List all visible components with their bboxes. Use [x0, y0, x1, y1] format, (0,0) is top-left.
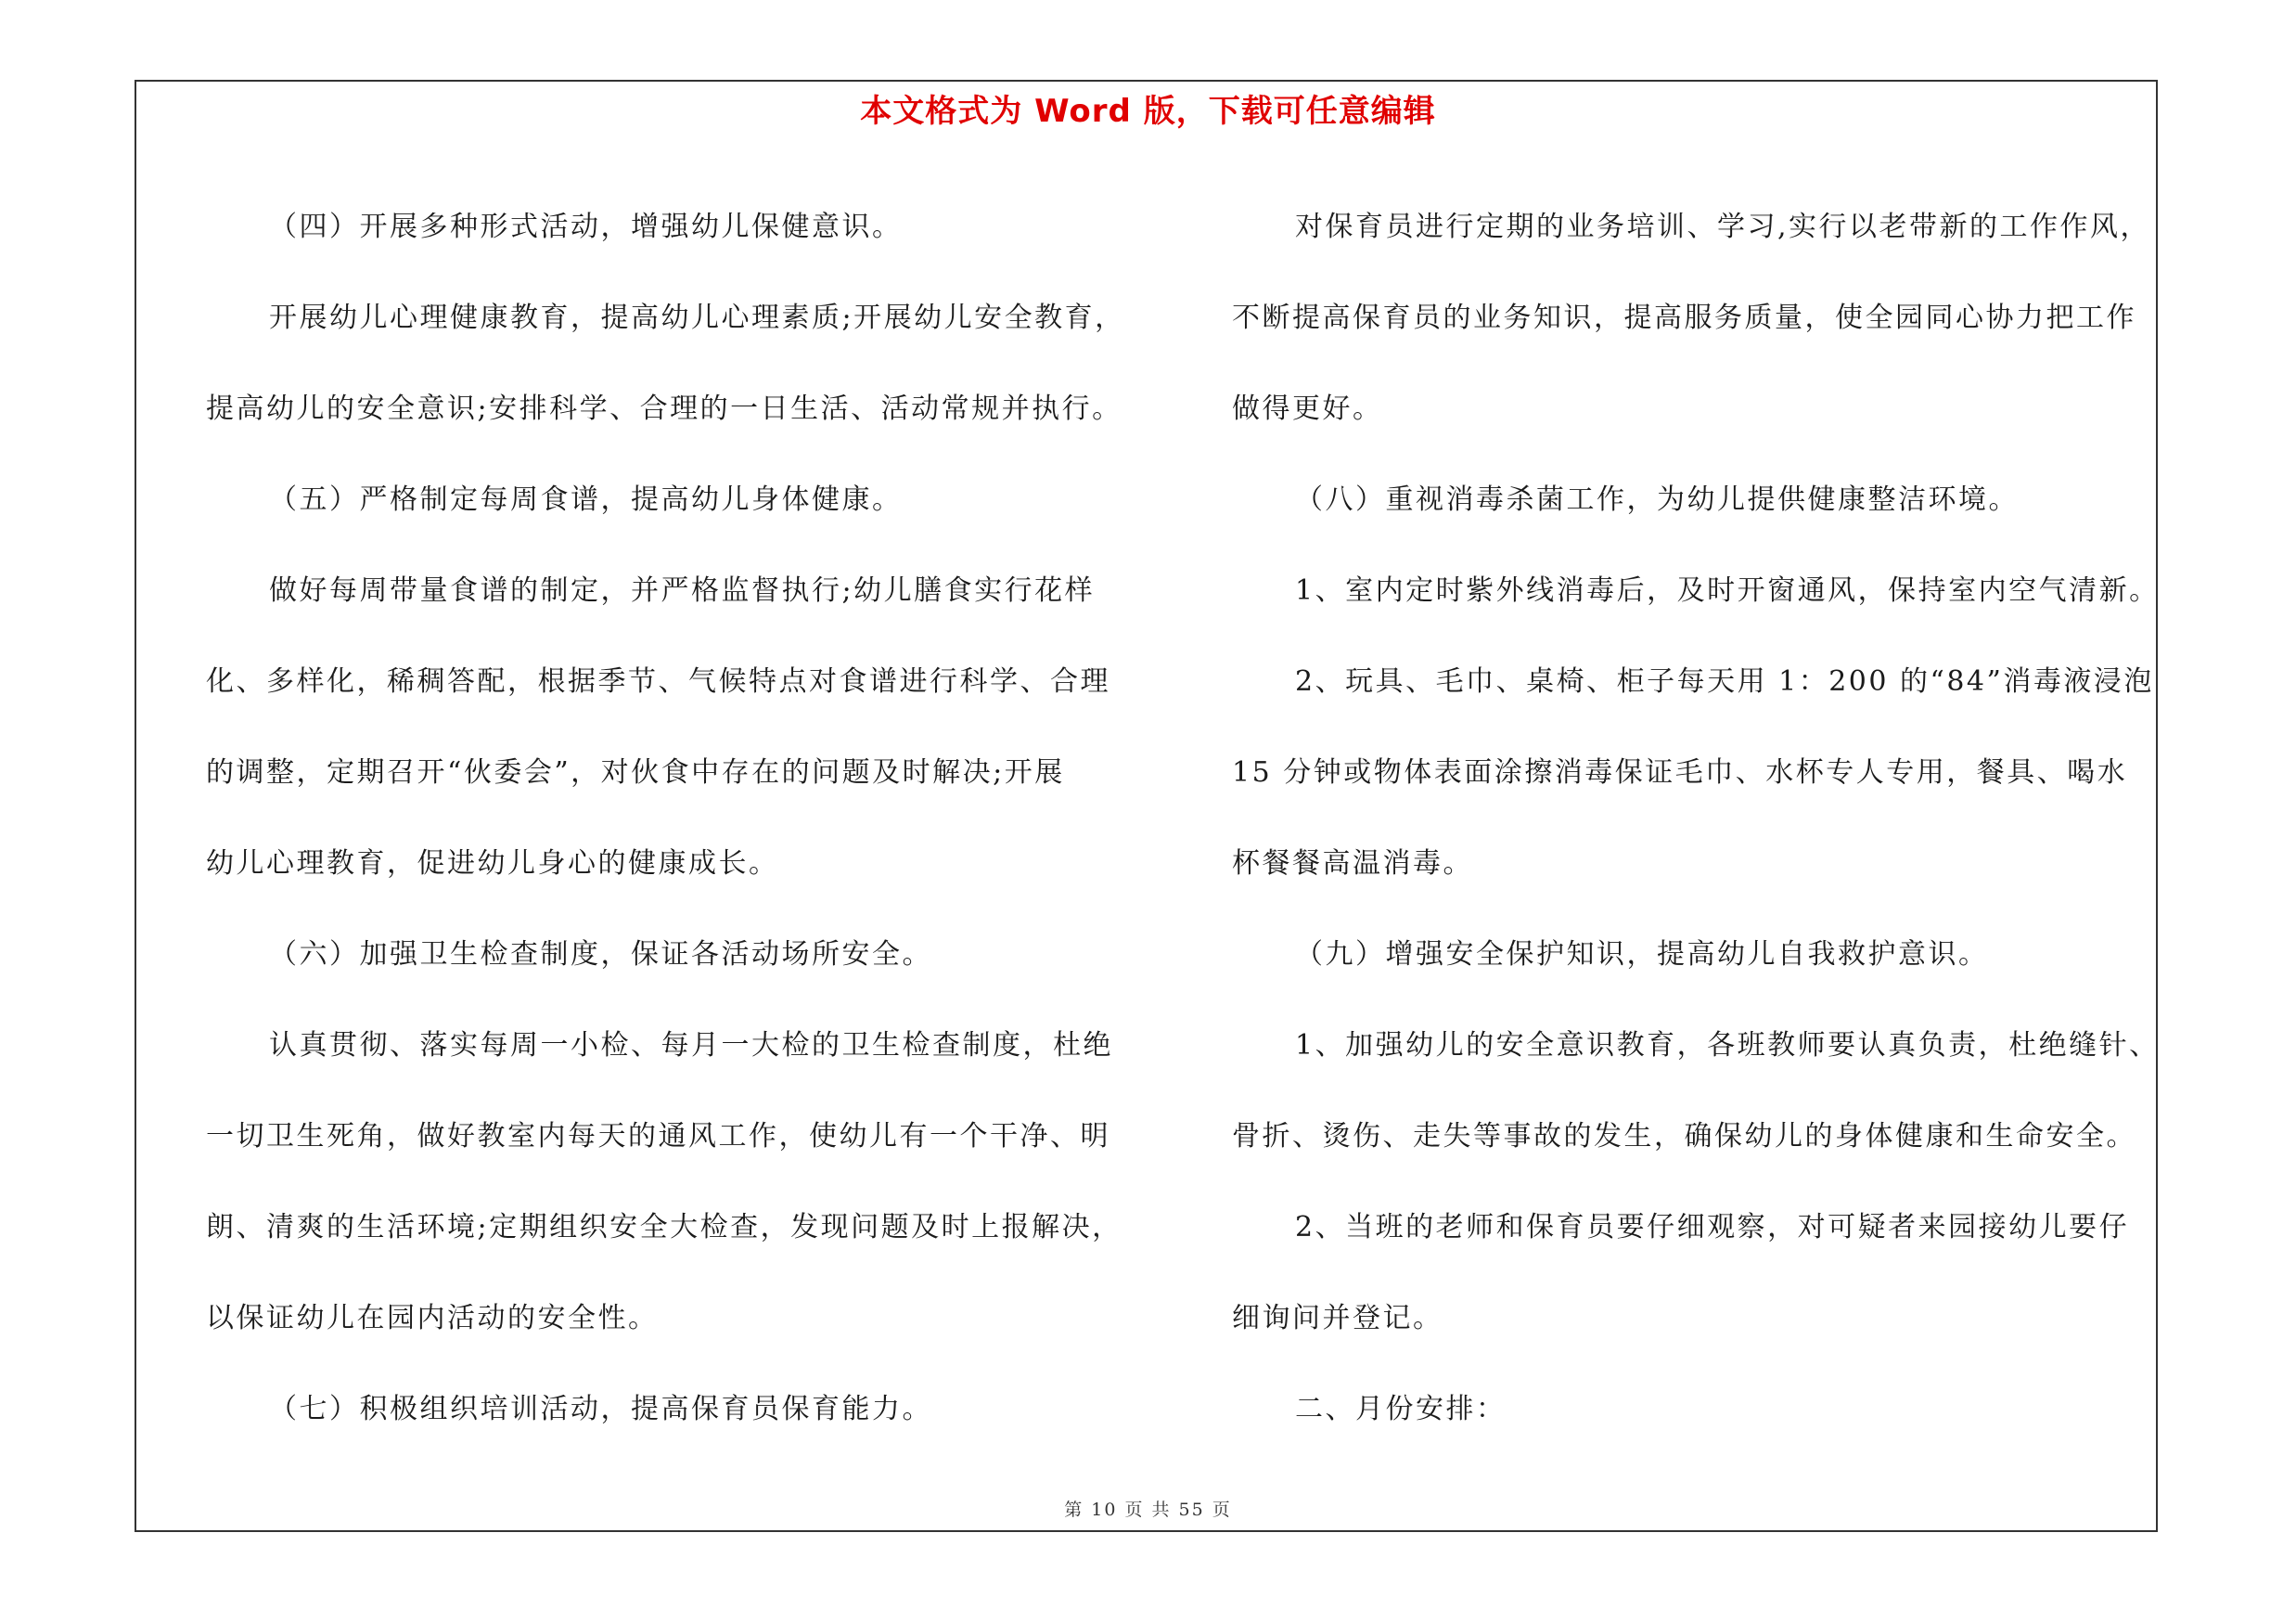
text-line: 2、当班的老师和保育员要仔细观察，对可疑者来园接幼儿要仔	[1295, 1211, 2130, 1243]
text-line: （四）开展多种形式活动，增强幼儿保健意识。	[269, 211, 903, 243]
text-line: 2、玩具、毛巾、桌椅、柜子每天用 1：200 的“84”消毒液浸泡	[1295, 665, 2154, 698]
text-line: （五）严格制定每周食谱，提高幼儿身体健康。	[269, 483, 903, 516]
page-number-footer: 第 10 页 共 55 页	[1064, 1500, 1232, 1520]
text-line: 朗、清爽的生活环境;定期组织安全大检查，发现问题及时上报解决，	[206, 1211, 1122, 1243]
text-line: （七）积极组织培训活动，提高保育员保育能力。	[269, 1393, 932, 1425]
document-header-title: 本文格式为 Word 版，下载可任意编辑	[860, 93, 1436, 130]
text-line: 做得更好。	[1232, 393, 1383, 425]
text-line: 骨折、烫伤、走失等事故的发生，确保幼儿的身体健康和生命安全。	[1232, 1120, 2136, 1153]
right-text-column	[1232, 182, 2160, 1455]
left-text-column	[206, 182, 1125, 1455]
text-line: 以保证幼儿在园内活动的安全性。	[206, 1302, 659, 1334]
text-line: 1、加强幼儿的安全意识教育，各班教师要认真负责，杜绝缝针、	[1295, 1029, 2160, 1062]
text-line: 1、室内定时紫外线消毒后，及时开窗通风，保持室内空气清新。	[1295, 574, 2160, 607]
text-line: 二、月份安排：	[1295, 1393, 1507, 1425]
text-line: （九）增强安全保护知识，提高幼儿自我救护意识。	[1295, 938, 1989, 971]
text-line: 对保育员进行定期的业务培训、学习,实行以老带新的工作作风，	[1295, 211, 2151, 243]
text-line: 认真贯彻、落实每周一小检、每月一大检的卫生检查制度，杜绝	[269, 1029, 1113, 1062]
text-line: 不断提高保育员的业务知识，提高服务质量，使全园同心协力把工作	[1232, 302, 2136, 334]
text-line: 幼儿心理教育，促进幼儿身心的健康成长。	[206, 847, 779, 880]
text-line: 15 分钟或物体表面涂擦消毒保证毛巾、水杯专人专用，餐具、喝水	[1232, 756, 2128, 789]
text-line: （八）重视消毒杀菌工作，为幼儿提供健康整洁环境。	[1295, 483, 2019, 516]
text-line: 开展幼儿心理健康教育，提高幼儿心理素质;开展幼儿安全教育，	[269, 302, 1125, 334]
text-line: （六）加强卫生检查制度，保证各活动场所安全。	[269, 938, 932, 971]
text-line: 一切卫生死角，做好教室内每天的通风工作，使幼儿有一个干净、明	[206, 1120, 1110, 1153]
text-line: 的调整，定期召开“伙委会”，对伙食中存在的问题及时解决;开展	[206, 756, 1065, 789]
text-line: 做好每周带量食谱的制定，并严格监督执行;幼儿膳食实行花样	[269, 574, 1096, 607]
text-line: 化、多样化，稀稠答配，根据季节、气候特点对食谱进行科学、合理	[206, 665, 1110, 698]
text-line: 细询问并登记。	[1232, 1302, 1443, 1334]
text-line: 杯餐餐高温消毒。	[1232, 847, 1473, 880]
text-line: 提高幼儿的安全意识;安排科学、合理的一日生活、活动常规并执行。	[206, 393, 1122, 425]
